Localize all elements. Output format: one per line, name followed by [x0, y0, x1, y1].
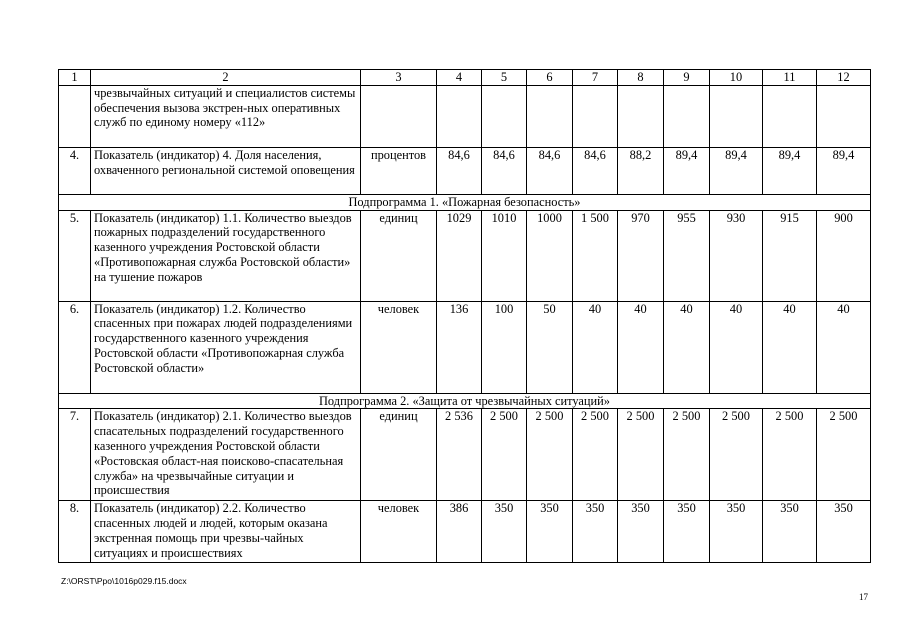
value-cell: 84,6: [437, 147, 482, 194]
value-cell: 136: [437, 301, 482, 393]
header-cell: 12: [817, 70, 871, 86]
value-cell: 2 500: [817, 409, 871, 501]
value-cell: 89,4: [664, 147, 710, 194]
value-cell: [817, 85, 871, 147]
value-cell: 84,6: [482, 147, 527, 194]
value-cell: 2 500: [482, 409, 527, 501]
subprogram-title: Подпрограмма 1. «Пожарная безопасность»: [59, 194, 871, 210]
row-number-cell: 4.: [59, 147, 91, 194]
table-row: [59, 501, 871, 563]
value-cell: 386: [437, 501, 482, 563]
indicator-description: Показатель (индикатор) 1.1. Количество выездов пожарных подразделений государственного казенного учреждения Ростовской области «Противопожарная служба Ростовской области» на тушение пожаров: [91, 210, 361, 301]
value-cell: 930: [710, 210, 763, 301]
value-cell: 1000: [527, 210, 573, 301]
value-cell: 100: [482, 301, 527, 393]
unit-cell: человек: [361, 301, 437, 393]
value-cell: 89,4: [763, 147, 817, 194]
header-cell: 7: [573, 70, 618, 86]
indicators-table: [58, 69, 871, 563]
value-cell: 350: [527, 501, 573, 563]
value-cell: 2 500: [618, 409, 664, 501]
indicator-description: Показатель (индикатор) 2.1. Количество выездов спасательных подразделений государственного казенного учреждения Ростовской области «Ростовская област-ная поисково-спасательная служба» на чрезвычайные ситуации и происшествия: [91, 409, 361, 501]
row-number-cell: 7.: [59, 409, 91, 501]
value-cell: 350: [573, 501, 618, 563]
row-number-cell: 6.: [59, 301, 91, 393]
value-cell: 350: [710, 501, 763, 563]
value-cell: [437, 85, 482, 147]
value-cell: 2 500: [573, 409, 618, 501]
value-cell: [482, 85, 527, 147]
indicator-description: Показатель (индикатор) 4. Доля населения, охваченного региональной системой оповещения: [91, 147, 361, 194]
indicator-description: Показатель (индикатор) 1.2. Количество спасенных при пожарах людей подразделениями государственного казенного учреждения Ростовской области «Противопожарная служба Ростовской области»: [91, 301, 361, 393]
value-cell: 2 500: [710, 409, 763, 501]
value-cell: 2 500: [763, 409, 817, 501]
row-number-cell: 5.: [59, 210, 91, 301]
value-cell: 2 500: [664, 409, 710, 501]
value-cell: 40: [664, 301, 710, 393]
value-cell: 89,4: [817, 147, 871, 194]
value-cell: [664, 85, 710, 147]
value-cell: 89,4: [710, 147, 763, 194]
table-row: [59, 301, 871, 393]
section-row: [59, 194, 871, 210]
value-cell: 350: [482, 501, 527, 563]
unit-cell: процентов: [361, 147, 437, 194]
indicator-description: чрезвычайных ситуаций и специалистов системы обеспечения вызова экстрен-ных оперативных служб по единому номеру «112»: [91, 85, 361, 147]
value-cell: 50: [527, 301, 573, 393]
value-cell: 84,6: [527, 147, 573, 194]
subprogram-title: Подпрограмма 2. «Защита от чрезвычайных ситуаций»: [59, 393, 871, 409]
value-cell: 88,2: [618, 147, 664, 194]
value-cell: 350: [664, 501, 710, 563]
header-cell: 4: [437, 70, 482, 86]
row-number-cell: 8.: [59, 501, 91, 563]
value-cell: 40: [817, 301, 871, 393]
value-cell: 40: [763, 301, 817, 393]
value-cell: [573, 85, 618, 147]
header-cell: 11: [763, 70, 817, 86]
table-row-continuation: [59, 85, 871, 147]
value-cell: 915: [763, 210, 817, 301]
table-row: [59, 147, 871, 194]
value-cell: 84,6: [573, 147, 618, 194]
row-number-cell: [59, 85, 91, 147]
unit-cell: единиц: [361, 409, 437, 501]
value-cell: 40: [573, 301, 618, 393]
value-cell: 970: [618, 210, 664, 301]
header-cell: 8: [618, 70, 664, 86]
file-path: Z:\ORST\Ppo\1016p029.f15.docx: [61, 576, 187, 586]
value-cell: 2 500: [527, 409, 573, 501]
header-cell: 5: [482, 70, 527, 86]
header-cell: 10: [710, 70, 763, 86]
value-cell: [710, 85, 763, 147]
header-cell: 1: [59, 70, 91, 86]
value-cell: 350: [618, 501, 664, 563]
unit-cell: [361, 85, 437, 147]
value-cell: 1010: [482, 210, 527, 301]
header-cell: 2: [91, 70, 361, 86]
value-cell: 955: [664, 210, 710, 301]
value-cell: 2 536: [437, 409, 482, 501]
value-cell: 1029: [437, 210, 482, 301]
unit-cell: человек: [361, 501, 437, 563]
header-cell: 3: [361, 70, 437, 86]
value-cell: [527, 85, 573, 147]
value-cell: 900: [817, 210, 871, 301]
header-cell: 9: [664, 70, 710, 86]
value-cell: 350: [817, 501, 871, 563]
value-cell: [763, 85, 817, 147]
header-cell: 6: [527, 70, 573, 86]
value-cell: 350: [763, 501, 817, 563]
value-cell: 40: [710, 301, 763, 393]
value-cell: 1 500: [573, 210, 618, 301]
page-number: 17: [859, 592, 868, 602]
unit-cell: единиц: [361, 210, 437, 301]
table-header-row: [59, 70, 871, 86]
section-row: [59, 393, 871, 409]
value-cell: [618, 85, 664, 147]
table-row: [59, 409, 871, 501]
indicator-description: Показатель (индикатор) 2.2. Количество спасенных людей и людей, которым оказана экстренная помощь при чрезвы-чайных ситуациях и происшествиях: [91, 501, 361, 563]
table-row: [59, 210, 871, 301]
value-cell: 40: [618, 301, 664, 393]
